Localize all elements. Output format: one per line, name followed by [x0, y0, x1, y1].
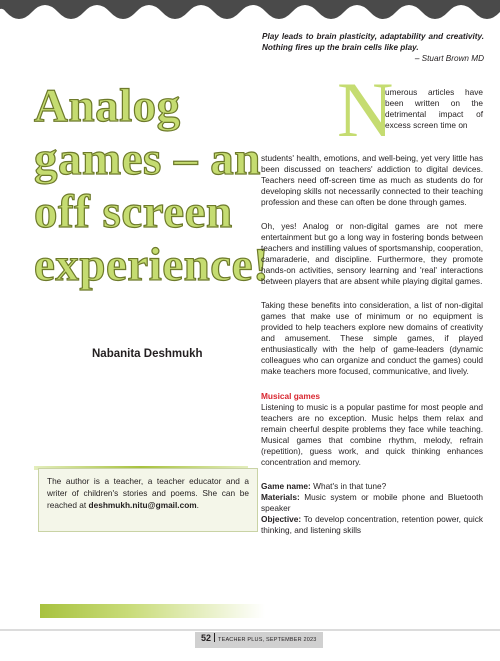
- decorative-green-bar: [40, 604, 265, 618]
- quote-text: Play leads to brain plasticity, adaptability and creativity. Nothing fires up the brain cells like play.: [262, 32, 484, 52]
- game-name-label: Game name:: [261, 481, 311, 491]
- epigraph-quote: [262, 31, 484, 64]
- page-footer: [195, 632, 323, 648]
- paragraph-1-top: umerous articles have been written on the detrimental impact of excess screen time on: [385, 87, 483, 130]
- author-bio-box: [38, 468, 258, 532]
- title-line-4: experience!: [34, 239, 270, 291]
- materials-label: Materials:: [261, 492, 300, 502]
- materials-line: [261, 492, 483, 514]
- footer-rule: [0, 629, 500, 631]
- paragraph-1-rest: students' health, emotions, and well-being, yet very little has been discussed on teachers' addiction to digital devices. Teachers need off-screen time as much as students do for developing skills not necessarily connected to their teaching profession and these can often be done through games.: [261, 153, 483, 207]
- paragraph-4: Listening to music is a popular pastime for most people and teachers are no exception. Music helps them relax and remain cheerful despite problems they face while teaching. Musical games that combine rhythm, melody, refrain (repetition), guess work, and quick thinking enhances concentration and memory.: [261, 402, 483, 467]
- author-byline: Nabanita Deshmukh: [92, 348, 203, 360]
- quote-author: – Stuart Brown MD: [414, 54, 484, 63]
- paragraph-3: Taking these benefits into consideration, a list of non-digital games that make use of minimum or no equipment is provided to help teachers explore new domains of creativity and amusement. These simple games, if played enthusiastically with the help of game-leaders (dynamic colleagues who can organize and conduct the games) could make teachers more focused, communicative, and lively.: [261, 300, 483, 376]
- footer-separator: [214, 633, 215, 642]
- article-title: [34, 80, 274, 292]
- author-bio-text: [47, 475, 249, 511]
- author-email-link[interactable]: deshmukh.nitu@gmail.com: [88, 500, 197, 510]
- publication-info: TEACHER PLUS, SEPTEMBER 2023: [218, 637, 317, 643]
- title-line-2: games – an: [34, 133, 261, 185]
- materials-value: Music system or mobile phone and Bluetooth speaker: [261, 492, 483, 513]
- paragraph-2: Oh, yes! Analog or non-digital games are not mere entertainment but go a long way in fostering bonds between teachers and instilling values of sportsmanship, cooperation, camaraderie, and discipline. Furthermore, they promote hands-on activities, sensory learning and 'real' interactions between players that are absent while playing digital games.: [261, 221, 483, 286]
- bio-text: The author is a teacher, a teacher educator and a writer of children's stories and poems. She can be reached at: [47, 476, 249, 510]
- game-name-value: What's in that tune?: [313, 481, 387, 491]
- title-line-3: off screen: [34, 186, 233, 238]
- objective-value: To develop concentration, retention power, quick thinking, and listening skills: [261, 514, 483, 535]
- section-heading-musical-games: Musical games: [261, 391, 321, 401]
- drop-cap: N: [337, 66, 394, 153]
- article-body: [261, 153, 483, 536]
- game-name-line: [261, 481, 483, 492]
- title-line-1: Analog: [34, 80, 181, 132]
- bio-end: .: [196, 500, 199, 510]
- page-number: 52: [201, 633, 212, 643]
- objective-label: Objective:: [261, 514, 302, 524]
- objective-line: [261, 514, 483, 536]
